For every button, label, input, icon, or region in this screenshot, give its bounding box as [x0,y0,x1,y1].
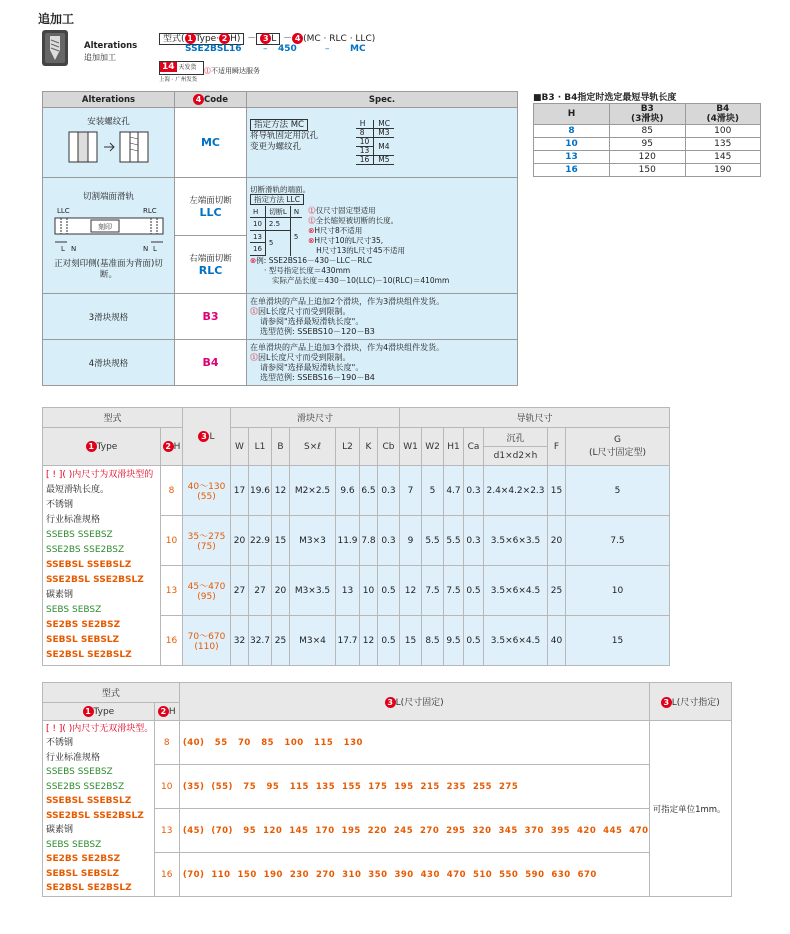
t3-col-k: K [360,428,378,466]
code-llc: 左端面切断 LLC [175,178,247,236]
length-table [42,682,732,897]
t4-type-cell: [ ! ]( )内尺寸无双滑块型。 不锈钢 行业标准规格 SSEBS SSEBSZ SSE2BS SSE2BSZ SSEBSL SSEBSLZ SSE2BSL SSE2BSLZ 碳素钢 SEBS SEBSZ SE2BS SE2BSZ SEBSL SEBSLZ SE2BSL SE2BSLZ [43,721,155,897]
svg-text:N: N [142,245,148,253]
col-spec: Spec. [247,92,518,108]
t3-col-ca: Ca [464,428,484,466]
svg-text:L: L [152,245,157,253]
b3b4-table [533,103,761,177]
t3-l: 40～130 (55) [183,466,231,516]
t3-col-h1: H1 [444,428,464,466]
t3-col-cb: Cb [378,428,400,466]
b3b4-col-h: H [534,104,610,125]
t4-l-values: (35) (55) 75 95 115 135 155 175 195 215 235 255 275 [179,765,649,809]
row-cut-alt: 切割端面滑轨 刻印 LLC RLC L N N L 正对刻印侧(基准面为背面)切断。 [43,178,175,294]
svg-text:RLC: RLC [142,207,157,215]
t4-l-values: (45) (70) 95 120 145 170 195 220 245 270 295 320 345 370 395 420 445 470 [179,809,649,853]
drill-icon [70,30,82,66]
row-b3-alt: 3滑块规格 [43,294,175,340]
code-b4: B4 [175,340,247,386]
t3-h-header: 2 H [161,428,183,466]
t3-type-header: 型式 [43,408,183,428]
example-l: 450 [278,44,297,54]
b3b4-title: ■B3 · B4指定时选定最短导轨长度 [533,93,677,103]
b3b4-row: 10 95 135 [534,138,761,151]
dimension-table: 型式 3 L 滑块尺寸 导轨尺寸 1 Type 2 H W L1 B S×ℓ L2 K Cb W1 W2 H1 Ca 沉孔 F G (L尺寸固定型) d1×d2×h [ ! ]( )内尺寸为双滑块型的 最短滑轨长度。 不锈钢 行业标准规格 SSEBS SSEBSZ SSE2BS SSE2BSZ SSEBSL SSEBSLZ SSE2BSL SSE2BSLZ 碳素钢 SEBS SEBSZ SE2BS SE2BSZ SEBSL SEBSLZ SE2BSL SE2BSLZ 8 40～130 (55) 17 19.6 12 M2×2.5 9.6 6.5 0.3 7 5 4.7 0.3 2.4×4.2×2.3 15 5 10 35～275 (75) 20 22.9 15 M3×3 11.9 7.8 0.3 9 5.5 5.5 0.3 3.5×6×3.5 20 7.5 13 45～470 (95) 27 27 20 M3×3.5 13 10 0.5 12 7.5 7.5 0.5 3.5×6×4.5 25 10 16 70～670 (110) 32 32.7 25 M3×4 17.7 12 0.5 15 8.5 9.5 0.5 3.5×6×4.5 40 15 [42,407,670,666]
t3-block-header: 滑块尺寸 [231,408,400,428]
t3-col-l2: L2 [336,428,360,466]
t3-h: 8 [161,466,183,516]
t3-type-cell: [ ! ]( )内尺寸为双滑块型的 最短滑轨长度。 不锈钢 行业标准规格 SSEBS SSEBSZ SSE2BS SSE2BSZ SSEBSL SSEBSLZ SSE2BSL SSE2BSLZ 碳素钢 SEBS SEBSZ SE2BS SE2BSZ SEBSL SEBSLZ SE2BSL SE2BSLZ [43,466,161,666]
svg-text:N: N [70,245,76,253]
section-title: 追加工 [38,12,75,26]
t4-h: 10 [154,765,179,809]
t4-h: 13 [154,809,179,853]
b3b4-col-b3: B3 (3滑块) [610,104,686,125]
t4-l-values: (70) 110 150 190 230 270 310 350 390 430 470 510 550 590 630 670 [179,853,649,897]
b3b4-row: 16 150 190 [534,164,761,177]
b3b4-row: 8 85 100 [534,125,761,138]
svg-text:刻印: 刻印 [97,223,112,231]
t3-l: 35～275 (75) [183,516,231,566]
spec-b3: 在单滑块的产品上追加2个滑块，作为3滑块组件发货。 ⓵因L长度尺寸而受到限制。 请参阅"选择最短滑轨长度"。 选型范例: SSEBS10－120－B3 [247,294,518,340]
spec-mc: 指定方法 MC 将导轨固定用沉孔 变更为螺纹孔 H MC 8 M3 10 M4 13 16 M5 [247,108,518,178]
alterations-icon [42,30,68,66]
col-code: 4 Code [175,92,247,108]
shipping-sub: 上海 · 广州发货 [159,77,198,83]
t3-rail-header: 导轨尺寸 [400,408,670,428]
t3-h: 16 [161,616,183,666]
spec-b4: 在单滑块的产品上追加3个滑块，作为4滑块组件发货。 ⓵因L长度尺寸而受到限制。 请参阅"选择最短滑轨长度"。 选型范例: SSEBS16－190－B4 [247,340,518,386]
t4-l-values: (40) 55 70 85 100 115 130 [179,721,649,765]
t3-l-header: 3 L [183,408,231,466]
spec-cut: 切断滑轨的端面。 指定方法 LLC H 切断L N 10 2.5 5 13 5 16 ⓵仅尺寸固定型适用 ⓵全长缩短被切断的长度。 ⊗H尺寸8不适用 ⊗H尺寸10的L尺寸35, H尺寸13的L尺寸45不适用 ⊗例: SSE2BS16－430－LLC－RLC · 型号指定长度＝430mm 实际产品长度＝430－10(LLC)－10(RLC)＝410mm [247,178,518,294]
code-format: 型式( 1 Type· 2 H) － 3 L － 4 (MC · RLC · LLC) [159,31,375,44]
example-type: SSE2BSL16 [185,44,242,54]
b3b4-col-b4: B4 (4滑块) [685,104,761,125]
t3-col-g: G (L尺寸固定型) [566,428,670,466]
t3-col-w2: W2 [422,428,444,466]
t3-col-counter2: d1×d2×h [484,447,548,466]
t4-type-header: 型式 [43,683,180,703]
t3-col-f: F [548,428,566,466]
t3-h: 13 [161,566,183,616]
shipping-note: ⓵不适用瞬达服务 [204,67,260,75]
t3-col-b: B [272,428,290,466]
t4-h: 8 [154,721,179,765]
t3-col-counter: 沉孔 [484,428,548,447]
b3b4-row: 13 120 145 [534,151,761,164]
code-rlc: 右端面切断 RLC [175,236,247,294]
svg-text:LLC: LLC [56,207,70,215]
row-b4-alt: 4滑块规格 [43,340,175,386]
cut-mini-table: H 切断L N 10 2.5 5 13 5 16 [250,206,302,256]
col-alterations: Alterations [43,92,175,108]
t4-type2-header: 1 Type [43,703,155,721]
svg-text:L: L [60,245,65,253]
t3-col-sl: S×ℓ [290,428,336,466]
code-mc: MC [175,108,247,178]
code-b3: B3 [175,294,247,340]
t4-h: 16 [154,853,179,897]
example-code: MC [350,44,366,54]
t4-lfixed-header: 3 L(尺寸固定) [179,683,649,721]
t3-type2-header: 1 Type [43,428,161,466]
cut-rail-diagram [47,204,171,256]
t3-l: 45～470 (95) [183,566,231,616]
shipping-badge: 14 天发货 [159,61,204,75]
row-mc-alt: 安装螺纹孔 [43,108,175,178]
t3-col-w: W [231,428,249,466]
t3-h: 10 [161,516,183,566]
t4-h-header: 2 H [154,703,179,721]
t3-l: 70～670 (110) [183,616,231,666]
alterations-label: Alterations 追加加工 [84,41,138,62]
t4-spec-note: 可指定单位1mm。 [649,721,731,897]
mc-diagram [64,127,154,167]
t3-col-l1: L1 [249,428,272,466]
t3-col-w1: W1 [400,428,422,466]
alterations-table [42,91,518,386]
t4-lspec-header: 3 L(尺寸指定) [649,683,731,721]
mc-mini-table: H MC 8 M3 10 M4 13 16 M5 [356,120,394,165]
